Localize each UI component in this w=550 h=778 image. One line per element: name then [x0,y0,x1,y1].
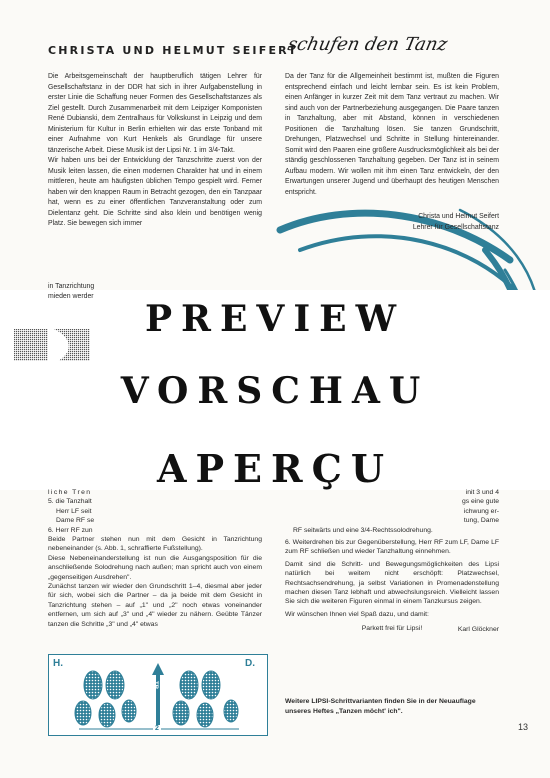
tanzrichtung-label: TR [152,681,158,689]
paragraph: Wir haben uns bei der Entwicklung der Tanzschritte zuerst von der Musik leiten lassen, die einen modernen Charakter hat und in einem mittleren, heute am häufigsten üblichen Tempo gespielt wird. Ferner haben wir den knappen Raum in Betracht gezogen, den ein Tanzpaar hat, wenn es zu einer öffentlichen Tanzveranstaltung oder zum Dielentanz geht. Die Schritte sind also klein und benötigen wenig Platz. Sie bewegen sich immer [48,157,262,227]
bottom-right-column [285,488,499,634]
signature-names: Christa und Helmut Seifert [418,213,499,220]
paragraph: Die Arbeitsgemeinschaft der hauptberuflich tätigen Lehrer für Gesellschaftstanz in der DDR hat sich in ihrer Aufgabenstellung in erster Linie die Schaffung neuer Formen des Gesellschaftstanzes als Ziel gestellt. Durch Zusammenarbeit mit dem Leipziger Komponisten René Dubianski, dem Zentralhaus für Volkskunst in Leipzig und dem Ministerium für Kultur in Berlin erhielten wir das erste Tonband mit einer Aufnahme von Kurt Henkels als Grundlage für unsere tänzerische Arbeit. Diese Musik ist der Lipsi Nr. 1 im 3/4-Takt. [48,73,262,154]
text-fragment: Herr LF seit [56,507,92,515]
closing-line: Parkett frei für Lipsi! [361,625,423,633]
text-fragment: gs eine gute [461,498,499,506]
text-fragment: Dame RF se [56,517,95,525]
signature-title: Lehrer für Gesellschaftstanz [412,223,499,231]
paragraph: Diese Nebeneinanderstellung ist nun die Ausgangsposition für die anschließende Solodrehung nach außen; man spricht auch von einem „gegenseitigen Ausdrehen". [48,554,262,581]
text-fragment: mieden werder [48,293,94,300]
text-fragment: ichwung er- [463,507,499,515]
footstep-diagram [48,654,268,736]
figure-label-dame: D. [245,658,255,669]
figure-number: 2 [155,725,159,732]
text-fragment: 6. Herr RF zun [48,526,93,534]
watermark-apercu: APERÇU [157,446,393,491]
top-right-column [285,72,499,198]
figure-label-herr: H. [53,658,63,669]
text-fragment: tung, Dame [463,517,499,525]
text-fragment: 5. die Tanzhalt [48,498,92,506]
footprints-icon [49,655,267,735]
page-number: 13 [518,722,529,732]
text-fragment: in Tanzrichtung [48,283,95,290]
article-authors: CHRISTA UND HELMUT SEIFERT [48,44,299,57]
paragraph: 6. Weiterdrehen bis zur Gegenüberstellung, Herr RF zum LF, Dame LF zum RF schließen und wieder Tanzhaltung einnehmen. [285,539,499,556]
top-left-column [48,72,262,230]
paragraph: RF seitwärts und eine 3/4-Rechtssolodrehung. [293,526,433,534]
text-fragment: liche Tren [48,489,92,496]
paragraph: Da der Tanz für die Allgemeinheit bestimmt ist, mußten die Figuren entsprechend einfach und leicht lernbar sein. Es ist kein Problem, einen Anfänger in kurzer Zeit mit dem Tanz vertraut zu machen. Wir sind auch von der Partnerbeziehung ausgegangen. Die Paare tanzen in Tanzhaltung, aber mit Abstand, können in verschiedenen Positionen die Tanzhaltung lösen. Sie tanzen Grundschritt, Drehungen, Platzwechsel und Schritte in Stellung hintereinander. Somit wird den Paaren eine größere Ausdrucksmöglichkeit als bei der ständig geschlossenen Tanzhaltung gegeben. Der Tanz ist in seinem Aufbau modern. Wir wollen mit ihm einen Tanz entwickeln, der den Erwartungen unserer Jugend und überhaupt des heutigen Menschen entspricht. [285,73,499,196]
paragraph: Damit sind die Schritt- und Bewegungsmöglichkeiten des Lipsi natürlich bei weitem nicht erschöpft: Platzwechsel, Rechtsachsendrehung, ja selbst Variationen in Promenadenstellung machen diesen Tanz lebhaft und abwechslungsreich. Vielleicht lassen Sie sich die weiteren Figuren einmal in einem Tanzkursus zeigen. [285,560,499,606]
bottom-left-column [48,488,262,629]
text-fragment: init 3 und 4 [465,489,499,496]
notice-text: Weitere LIPSI-Schrittvarianten finden Sie in der Neuauflage unseres Heftes „Tanzen möcht' ich". [285,698,476,715]
article-script-title: schufen den Tanz [285,34,450,55]
paragraph: Wir wünschen Ihnen viel Spaß dazu, und damit: [285,610,429,618]
closing-author: Karl Glöckner [457,625,499,633]
article-signature [285,212,499,233]
watermark-vorschau: VORSCHAU [120,370,430,412]
paragraph: Beide Partner stehen nun mit dem Gesicht in Tanzrichtung nebeneinander (s. Abb. 1, schraffierte Fußstellung). [48,536,262,553]
paragraph: Zunächst tanzen wir wieder den Grundschritt 1–4, diesmal aber jeder für sich, wobei sich die Partner – da ja beide mit dem Gesicht in Tanzrichtung stehen – auf „1" und „2" noch etwas voneinander entfernen, um sich auf „3" und „4" wieder zu nähern. Geübte Tänzer tanzen die Schritte „3" und „4" etwas [48,583,262,628]
watermark-preview: PREVIEW [144,298,406,340]
